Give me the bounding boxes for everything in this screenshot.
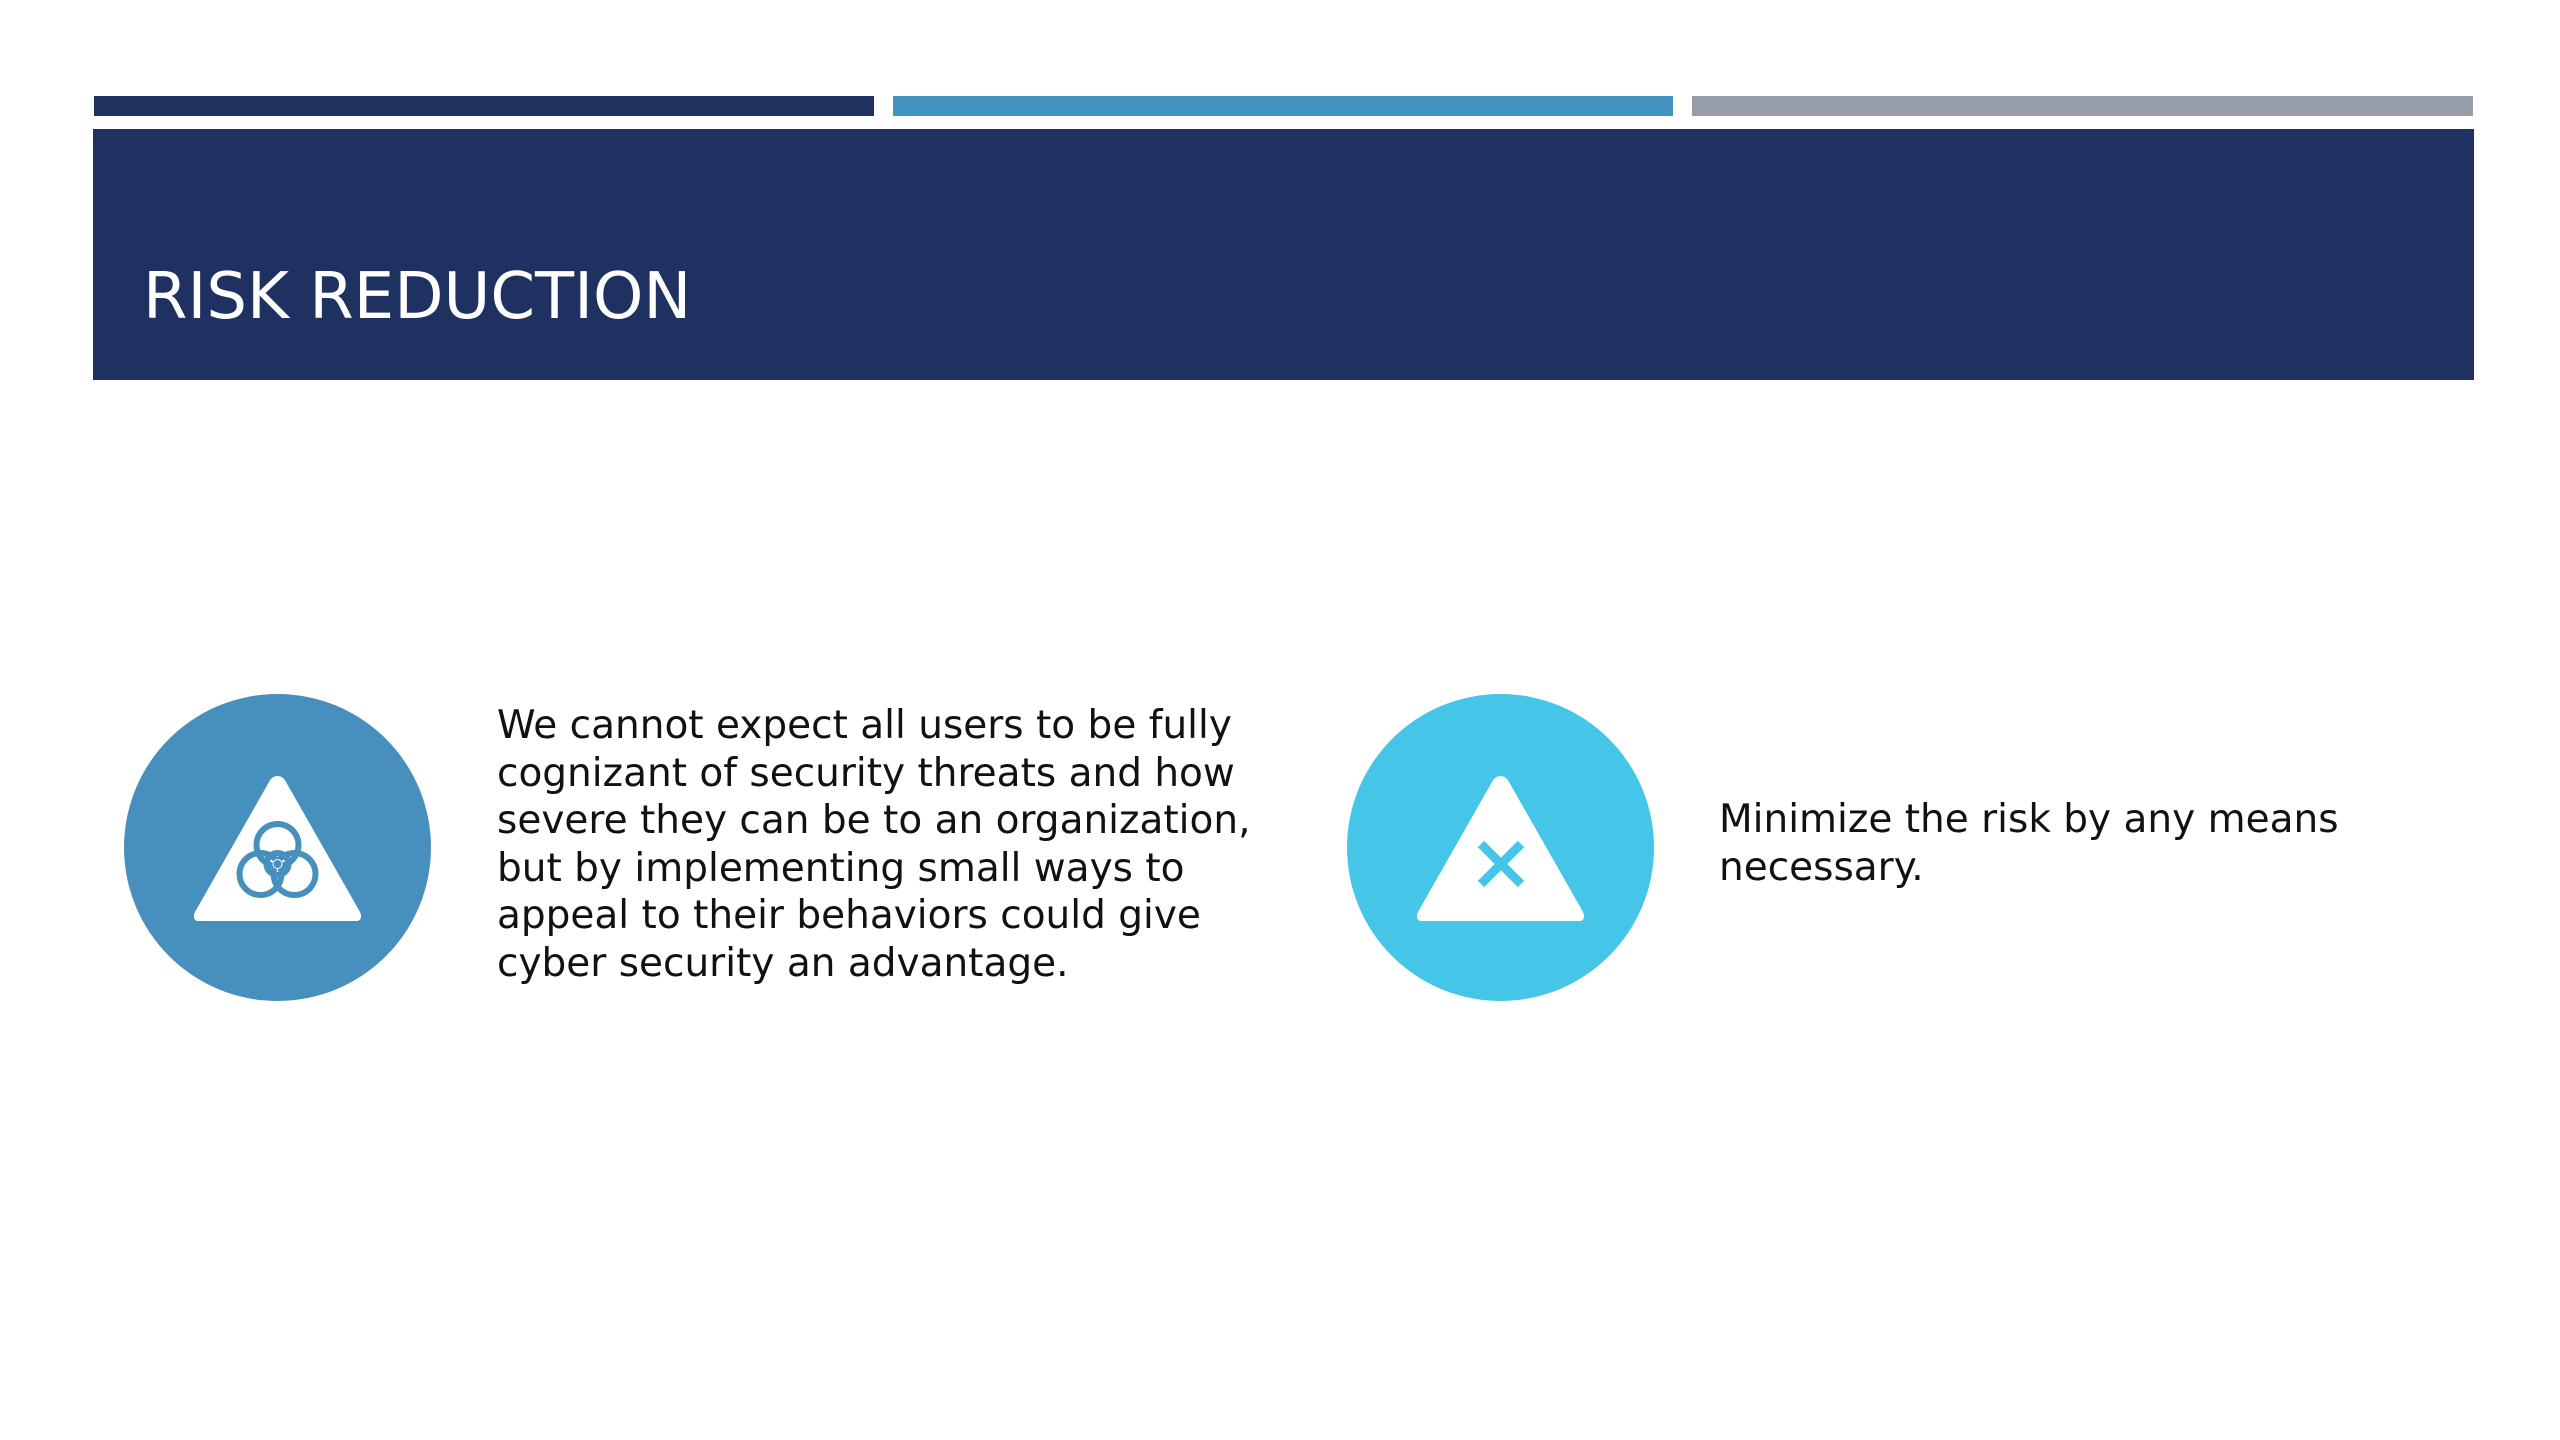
accent-bar-navy [94, 96, 874, 116]
title-band [93, 129, 2474, 380]
item-text-1: We cannot expect all users to be fully cognizant of security threats and how severe they can be to an organization, but by implementing small ways to appeal to their behaviors could give cyber security an advantage. [497, 703, 1251, 986]
accent-bar-blue [893, 96, 1673, 116]
item-text-2: Minimize the risk by any means necessary. [1719, 797, 2339, 890]
x-warning-icon [1347, 694, 1654, 1001]
biohazard-warning-icon [124, 694, 431, 1001]
slide-title: RISK REDUCTION [143, 260, 692, 334]
accent-bar-gray [1692, 96, 2473, 116]
